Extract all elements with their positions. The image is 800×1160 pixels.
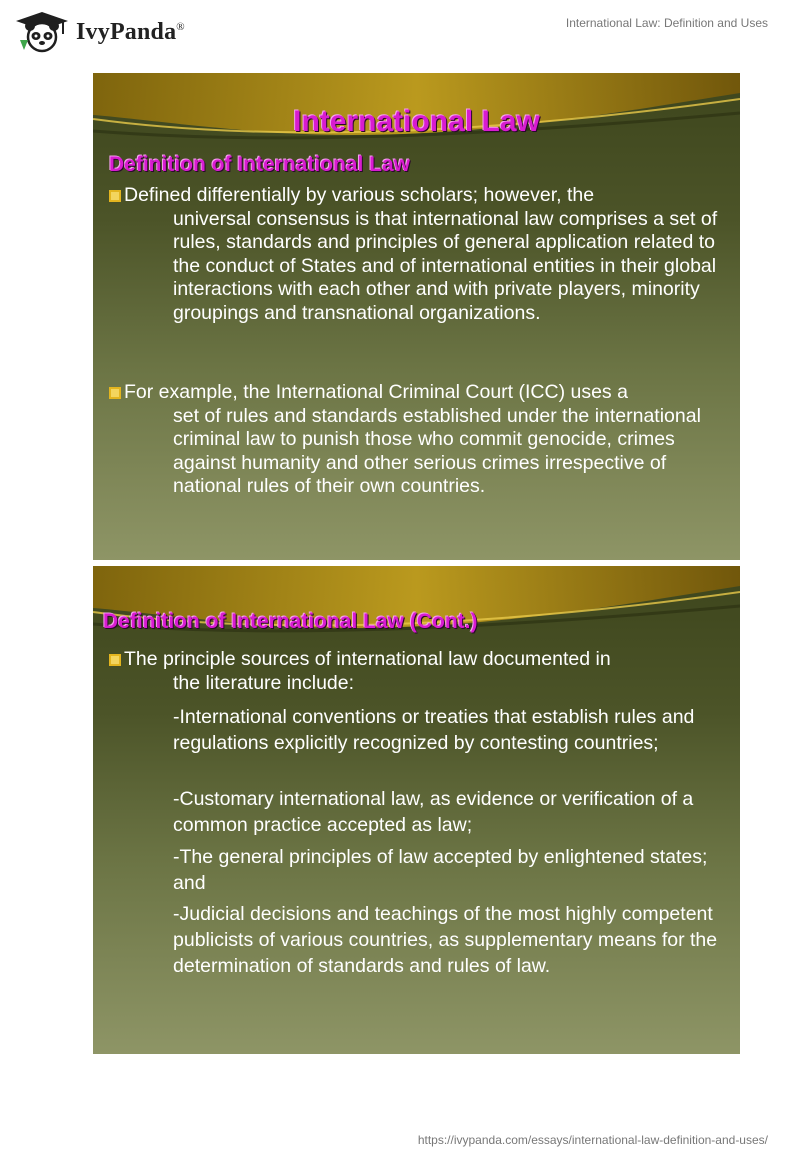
bullet-first-line: The principle sources of international law documented in [124, 648, 611, 670]
bullet-point [109, 381, 729, 499]
bullet-point [109, 184, 729, 325]
page-header [0, 0, 800, 60]
square-bullet-icon [109, 387, 121, 399]
slide-subtitle: Definition of International Law [109, 153, 410, 176]
source-item: -The general principles of law accepted by enlightened states; and [173, 846, 708, 894]
bullet-continuation: set of rules and standards established under the international criminal law to punish those who commit genocide, crimes against humanity and other serious crimes irrespective of national rules of their own countries. [173, 404, 701, 497]
ivypanda-logo[interactable] [14, 8, 194, 56]
slide-2 [93, 566, 740, 1054]
bullet-point [109, 648, 729, 695]
slide-title: International Law [293, 105, 540, 138]
square-bullet-icon [109, 190, 121, 202]
source-item: -International conventions or treaties that establish rules and regulations explicitly recognized by contesting countries; [173, 706, 695, 754]
bullet-continuation: universal consensus is that international law comprises a set of rules, standards and principles of general application related to the conduct of States and of international entities in their global interactions with each other and with private players, minority groupings and transnational organizations. [173, 207, 718, 324]
source-item: -Customary international law, as evidence or verification of a common practice accepted as law; [173, 788, 694, 836]
brand-name: IvyPanda® [76, 18, 185, 45]
square-bullet-icon [109, 654, 121, 666]
bullet-first-line: Defined differentially by various scholars; however, the [124, 184, 595, 206]
bullet-first-line: For example, the International Criminal Court (ICC) uses a [124, 381, 628, 403]
document-title: International Law: Definition and Uses [565, 16, 768, 30]
source-url-link[interactable]: https://ivypanda.com/essays/international-law-definition-and-uses/ [417, 1133, 768, 1147]
source-item: -Judicial decisions and teachings of the most highly competent publicists of various countries, as supplementary means for the determination of standards and rules of law. [173, 903, 718, 977]
slide-subtitle: Definition of International Law (Cont.) [103, 610, 478, 633]
slide-1 [93, 73, 740, 560]
panda-graduate-icon [14, 10, 70, 54]
bullet-continuation: the literature include: [173, 671, 355, 694]
